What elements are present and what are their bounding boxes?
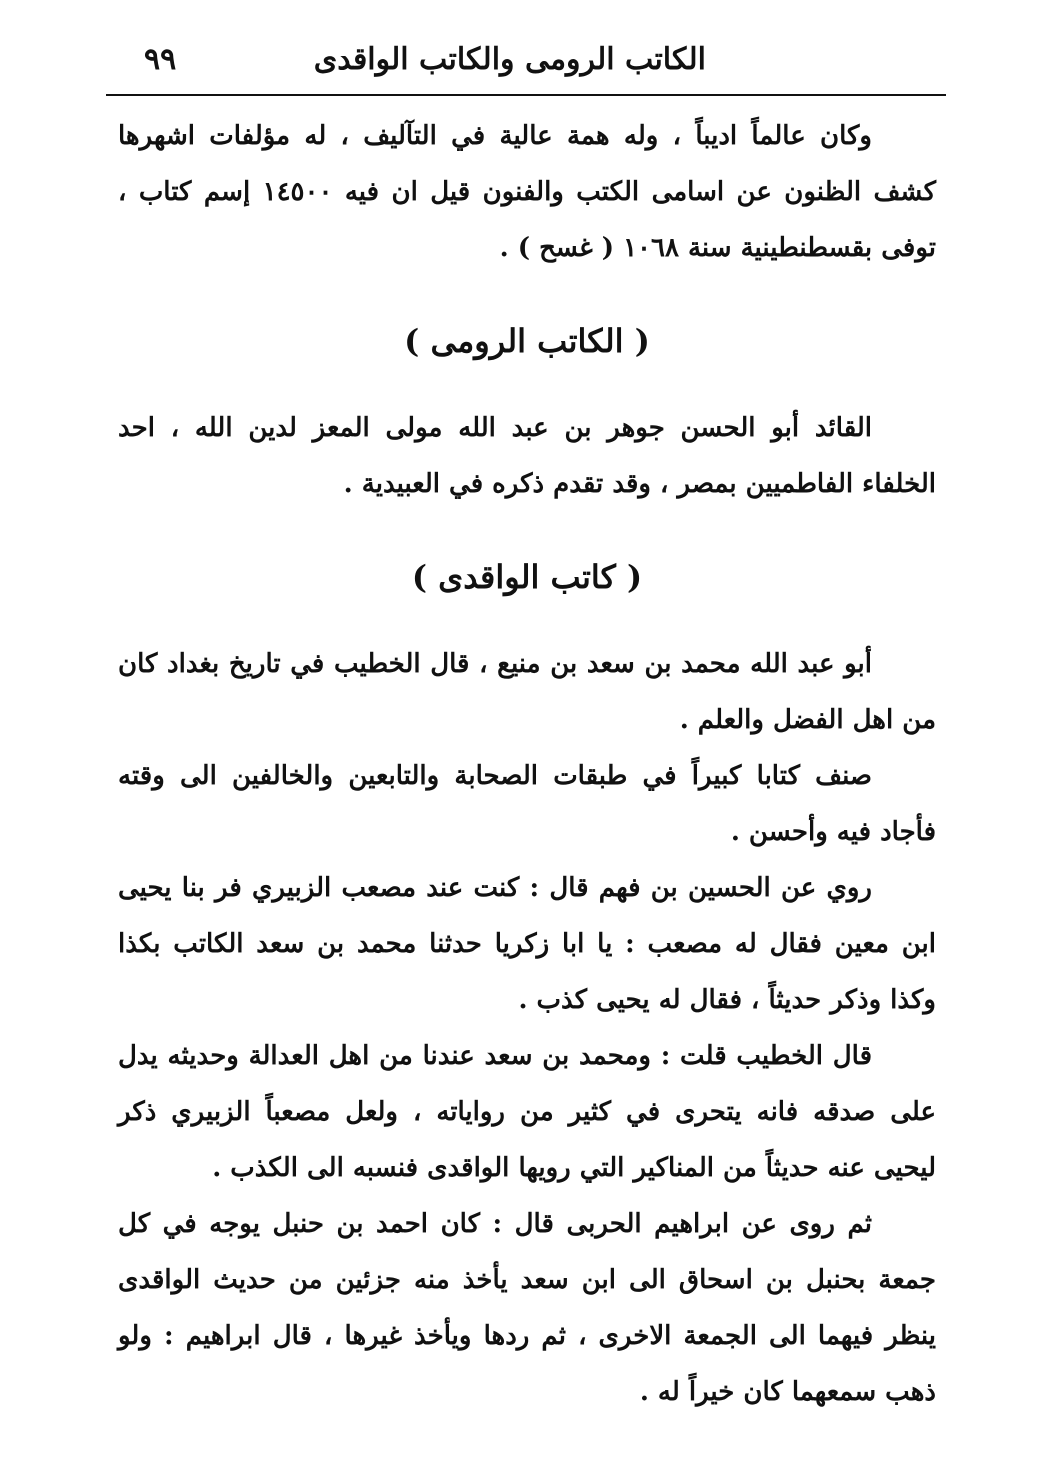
page-body — [118, 108, 936, 1420]
section-paragraph-waqidi-3: روي عن الحسين بن فهم قال : كنت عند مصعب الزبيري فر بنا يحيى ابن معين فقال له مصعب : يا ابا زكريا حدثنا محمد بن سعد الكاتب بكذا وكذا وذكر حديثاً ، فقال له يحيى كذب . — [118, 873, 936, 1015]
page-number: ٩٩ — [144, 42, 177, 77]
section-paragraph-waqidi-2: صنف كتابا كبيراً في طبقات الصحابة والتابعين والخالفين الى وقته فأجاد فيه وأحسن . — [118, 761, 936, 847]
running-title: الكاتب الرومى والكاتب الواقدى — [313, 42, 706, 77]
section-paragraph-rumi: القائد أبو الحسن جوهر بن عبد الله مولى المعز لدين الله ، احد الخلفاء الفاطميين بمصر ، وقد تقدم ذكره في العبيدية . — [118, 413, 936, 499]
section-paragraph-waqidi-5: ثم روى عن ابراهيم الحربى قال : كان احمد بن حنبل يوجه في كل جمعة بحنبل بن اسحاق الى ابن سعد يأخذ منه جزئين من حديث الواقدى ينظر فيهما الى الجمعة الاخرى ، ثم ردها ويأخذ غيرها ، قال ابراهيم : ولو ذهب سمعهما كان خيراً له . — [118, 1209, 936, 1407]
section-title-rumi: ( الكاتب الرومى ) — [404, 322, 650, 360]
section-paragraph-waqidi-1: أبو عبد الله محمد بن سعد بن منيع ، قال الخطيب في تاريخ بغداد كان من اهل الفضل والعلم . — [118, 649, 936, 735]
page-header — [106, 38, 946, 96]
section-paragraph-waqidi-4: قال الخطيب قلت : ومحمد بن سعد عندنا من اهل العدالة وحديثه يدل على صدقه فانه يتحرى في كثير من رواياته ، ولعل مصعباً الزبيري ذكر ليحيى عنه حديثاً من المناكير التي رويها الواقدى فنسبه الى الكذب . — [118, 1041, 936, 1183]
section-title-waqidi: ( كاتب الواقدى ) — [411, 558, 643, 596]
intro-paragraph: وكان عالماً اديباً ، وله همة عالية في التآليف ، له مؤلفات اشهرها كشف الظنون عن اسامى الكتب والفنون قيل ان فيه ١٤٥٠٠ إسم كتاب ، توفى بقسطنطينية سنة ١٠٦٨ ( غسح ) . — [118, 121, 937, 263]
